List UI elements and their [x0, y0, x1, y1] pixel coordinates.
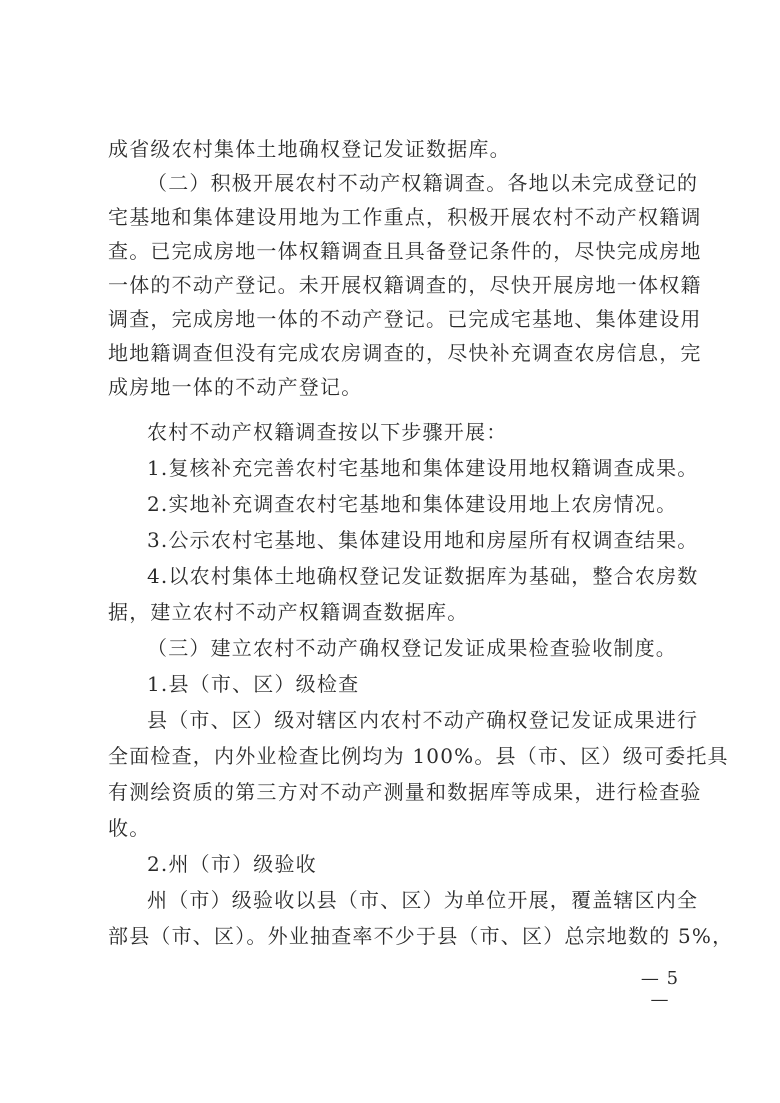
text-line: 州（市）级验收以县（市、区）为单位开展，覆盖辖区内全: [147, 888, 699, 912]
text-line: 调查，完成房地一体的不动产登记。已完成宅基地、集体建设用: [108, 307, 702, 331]
page-number: — 5 —: [640, 968, 680, 1010]
text-line: 有测绘资质的第三方对不动产测量和数据库等成果，进行检查验: [108, 780, 702, 804]
subsection-heading: 2.州（市）级验收: [147, 852, 317, 876]
list-item: 4.以农村集体土地确权登记发证数据库为基础，整合农房数: [147, 564, 699, 588]
text-line: 收。: [108, 816, 151, 840]
text-line: 成房地一体的不动产登记。: [108, 375, 363, 399]
text-line: 农村不动产权籍调查按以下步骤开展：: [147, 420, 508, 444]
list-item: 3.公示农村宅基地、集体建设用地和房屋所有权调查结果。: [147, 528, 699, 552]
text-line: 一体的不动产登记。未开展权籍调查的，尽快开展房地一体权籍: [108, 273, 702, 297]
text-line: 地地籍调查但没有完成农房调查的，尽快补充调查农房信息，完: [108, 341, 702, 365]
text-line: 部县（市、区）。外业抽查率不少于县（市、区）总宗地数的 5%，: [108, 924, 734, 948]
text-line: 据，建立农村不动产权籍调查数据库。: [108, 600, 469, 624]
section-heading: （三）建立农村不动产确权登记发证成果检查验收制度。: [147, 636, 677, 660]
text-line: 宅基地和集体建设用地为工作重点，积极开展农村不动产权籍调: [108, 205, 702, 229]
section-heading: （二）积极开展农村不动产权籍调查。各地以未完成登记的: [147, 171, 699, 195]
text-line: 县（市、区）级对辖区内农村不动产确权登记发证成果进行: [147, 708, 699, 732]
list-item: 2.实地补充调查农村宅基地和集体建设用地上农房情况。: [147, 492, 678, 516]
text-line: 全面检查，内外业检查比例均为 100%。县（市、区）级可委托具: [108, 744, 729, 768]
list-item: 1.复核补充完善农村宅基地和集体建设用地权籍调查成果。: [147, 456, 699, 480]
text-line: 成省级农村集体土地确权登记发证数据库。: [108, 137, 511, 161]
text-line: 查。已完成房地一体权籍调查且具备登记条件的，尽快完成房地: [108, 239, 702, 263]
subsection-heading: 1.县（市、区）级检查: [147, 672, 360, 696]
